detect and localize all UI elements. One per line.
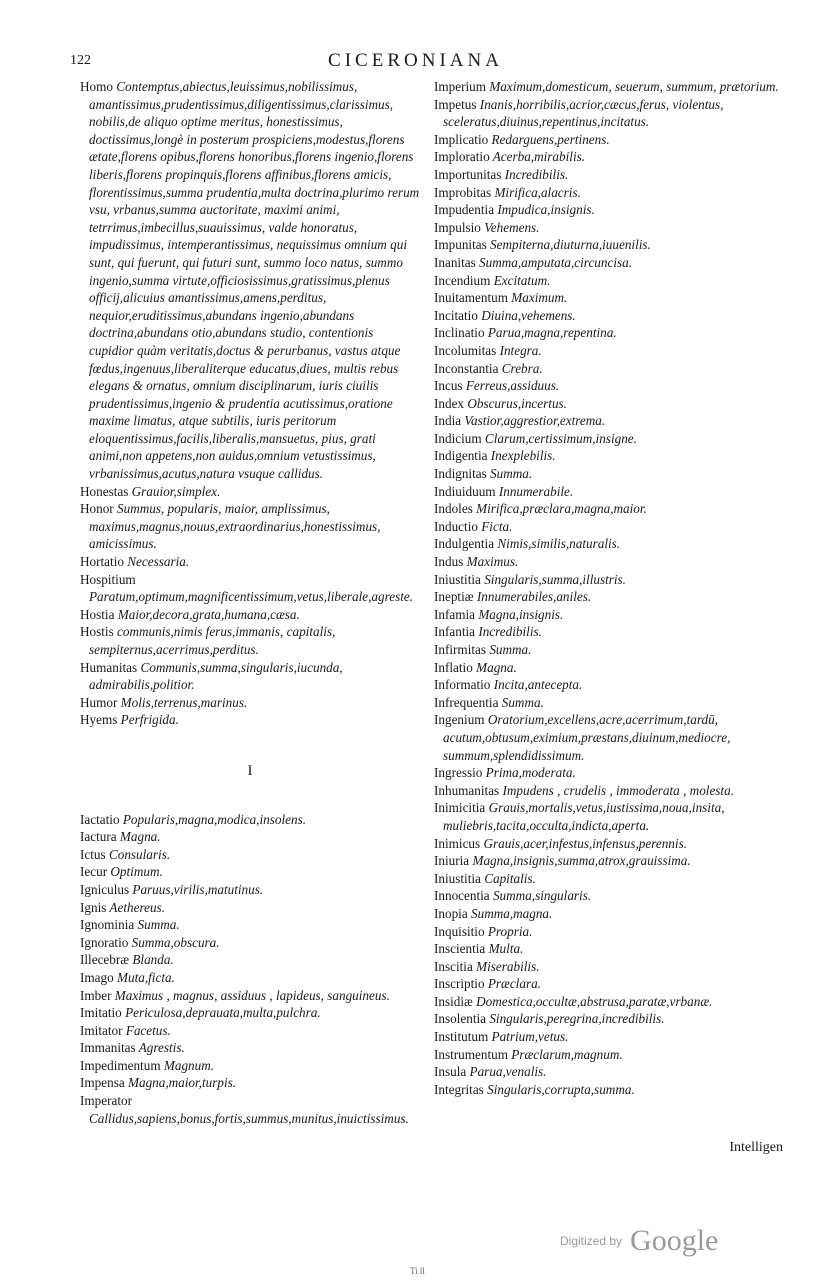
entry [434, 711, 784, 764]
epithets: Maximum. [507, 290, 568, 306]
entry [80, 1004, 420, 1022]
entry [80, 483, 420, 501]
epithets: Magna,insignis,summa,atrox,grauissima. [469, 853, 691, 869]
headword: Integritas [434, 1081, 484, 1097]
entry [434, 799, 784, 834]
epithets: Magna,maior,turpis. [124, 1075, 237, 1091]
headword: Inscitia [434, 958, 473, 974]
headword: Immanitas [80, 1040, 136, 1056]
headword: Inflatio [434, 659, 473, 675]
epithets: Optimum. [107, 864, 163, 880]
headword: Incendium [434, 272, 491, 288]
epithets: Nimis,similis,naturalis. [494, 536, 621, 552]
epithets: Perfrigida. [117, 712, 179, 728]
headword: Index [434, 395, 465, 411]
headword: Inuitamentum [434, 290, 508, 306]
headword: Imploratio [434, 149, 490, 165]
epithets: Blanda. [129, 952, 174, 968]
headword: Imitatio [80, 1005, 122, 1021]
section-letter: I [247, 762, 253, 779]
epithets: Ferreus,assiduus. [462, 378, 560, 394]
epithets: Domestica,occultæ,abstrusa,paratæ,vrbanæ. [472, 993, 713, 1009]
headword: Insolentia [434, 1011, 487, 1027]
epithets: Muta,ficta. [113, 969, 175, 985]
headword: Hostia [80, 606, 115, 622]
entry [434, 518, 784, 536]
headword: Impetus [434, 96, 477, 112]
entry [434, 500, 784, 518]
entry [80, 951, 420, 969]
entry [80, 987, 420, 1005]
epithets: Prima,moderata. [482, 765, 576, 781]
epithets: Popularis,magna,modica,insolens. [119, 811, 307, 827]
entry [80, 916, 420, 934]
entry [434, 1028, 784, 1046]
epithets: Integra. [496, 342, 542, 358]
entry [434, 905, 784, 923]
epithets: Præclara. [484, 976, 541, 992]
epithets: Capitalis. [480, 870, 536, 886]
entry [434, 588, 784, 606]
entry [434, 993, 784, 1011]
headword: Igniculus [80, 881, 130, 897]
headword: Humanitas [80, 659, 138, 675]
entry [434, 254, 784, 272]
epithets: Propria. [484, 923, 533, 939]
epithets: Grauis,acer,infestus,infensus,perennis. [480, 835, 687, 851]
entry [80, 606, 420, 624]
epithets: Vehemens. [480, 219, 540, 235]
epithets: Magna,insignis. [475, 606, 564, 622]
entry [434, 1046, 784, 1064]
headword: Hospitium [80, 571, 136, 587]
headword: Honor [80, 501, 114, 517]
entry [80, 78, 420, 483]
headword: Impedimentum [80, 1057, 161, 1073]
epithets: Clarum,certissimum,insigne. [481, 430, 637, 446]
epithets: Inexplebilis. [487, 448, 556, 464]
entry [434, 360, 784, 378]
epithets: Incredibilis. [501, 166, 569, 182]
epithets: Incita,antecepta. [490, 677, 583, 693]
entry [434, 553, 784, 571]
entry [434, 852, 784, 870]
entry [434, 623, 784, 641]
right-column [434, 78, 784, 1098]
headword: Iactura [80, 829, 117, 845]
headword: Ineptiæ [434, 589, 474, 605]
headword: Ignoratio [80, 934, 129, 950]
entry [434, 412, 784, 430]
signature-mark: Ti ll [410, 1266, 425, 1276]
epithets: Diuina,vehemens. [477, 307, 576, 323]
epithets: Summa,singularis. [489, 888, 592, 904]
epithets: Oratorium,excellens,acre,acerrimum,tardū, acutum,obtusum,eximium,præstans,diuinum,mediocre, summum,splendidissimum. [443, 712, 731, 763]
headword: Iecur [80, 864, 108, 880]
headword: Indigentia [434, 448, 488, 464]
entry [80, 828, 420, 846]
entry [434, 483, 784, 501]
epithets: Maior,decora,grata,humana,cæsa. [114, 606, 300, 622]
headword: Humor [80, 694, 118, 710]
epithets: Summa,amputata,circuncisa. [475, 254, 633, 270]
watermark-brand: Google [630, 1224, 719, 1257]
epithets: Incredibilis. [475, 624, 542, 640]
epithets: Summa. [486, 466, 533, 482]
entry [80, 811, 420, 829]
headword: Incus [434, 378, 463, 394]
entry [434, 606, 784, 624]
headword: Imperator [80, 1093, 132, 1109]
headword: Homo [80, 79, 113, 94]
epithets: Excitatum. [490, 272, 551, 288]
entry [80, 881, 420, 899]
headword: Iniuria [434, 853, 470, 869]
headword: Impensa [80, 1075, 125, 1091]
entry [80, 659, 420, 694]
epithets: Mirifica,alacris. [491, 184, 581, 200]
headword: Inimicitia [434, 800, 486, 816]
entry [434, 430, 784, 448]
epithets: Contemptus,abiectus,leuissimus,nobilissimus, amantissimus,prudentissimus,diligentissimus,clarissimus, nobilis,de aliquo optime meritus, honestissimus, doctissimus,longè in posterum prospiciens,modestus,florens ætate,florens opibus,florens honoribus,florens ingenio,florens liberis,florens propinquis,florens affinibus,florens amicis, florentissimus,summa prudentia,multa doctrina,plurimo rerum vsu, vrbanus,summa auctoritate, maximi animi, tetrrimus,imbecillus,suauissimus, valde honoratus, impudissimus, intemperantissimus, nequissimus omnium qui sunt, qui fuerunt, qui futuri sunt, summo loco natus, summo ingenio,summa virtute,officiosissimus,gratissimus,plenus officij,alicuius amantissimus,amens,perditus, nequior,eruditissimus,abundans ingenio,abundans doctrina,abundans otio,abundans studio, contentionis cupidior quàm veritatis,doctus & perurbanus, vastus atque fœdus,ingenuus,liberaliterque educatus,diues, multis rebus elegans & ornatus, omnium disciplinarum, iuris ciuilis prudentissimus,ingenio & prudentia acutissimus,oratione maxime limatus, atque subtilis, iuris peritorum eloquentissimus,facilis,liberalis,mansuetus, pius, grati animi,non appetens,non auidus,omnium vetustissimus, vrbanissimus,acutus,natura vsuque callidus. [89, 79, 420, 482]
headword: Ingressio [434, 765, 483, 781]
headword: Infamia [434, 606, 476, 622]
epithets: Facetus. [122, 1022, 171, 1038]
epithets: Singularis,peregrina,incredibilis. [486, 1011, 665, 1027]
headword: Imber [80, 987, 112, 1003]
entry [434, 324, 784, 342]
epithets: Maximum,domesticum, seuerum, summum, prætorium. [486, 79, 779, 94]
headword: Hyems [80, 712, 118, 728]
entry [434, 1081, 784, 1099]
headword: Instrumentum [434, 1046, 508, 1062]
entry [80, 1057, 420, 1075]
epithets: Grauis,mortalis,vetus,iustissima,noua,insita, muliebris,tacita,occulta,indicta,aperta. [443, 800, 725, 833]
entry [434, 395, 784, 413]
epithets: Patrium,vetus. [488, 1029, 569, 1045]
headword: Incitatio [434, 307, 478, 323]
entry [434, 782, 784, 800]
epithets: Grauior,simplex. [128, 483, 221, 499]
headword: Hostis [80, 624, 114, 640]
epithets: Summus, popularis, maior, amplissimus, maximus,magnus,nouus,extraordinarius,honestissimus, amicissimus. [89, 501, 381, 552]
entry [434, 1010, 784, 1028]
headword: Impulsio [434, 219, 481, 235]
headword: Iniustitia [434, 571, 481, 587]
entry [434, 764, 784, 782]
headword: Institutum [434, 1029, 489, 1045]
headword: Inconstantia [434, 360, 499, 376]
epithets: Ficta. [477, 518, 513, 534]
entry [434, 975, 784, 993]
epithets: Redarguens,pertinens. [488, 131, 610, 147]
epithets: Obscurus,incertus. [464, 395, 567, 411]
headword: Impunitas [434, 237, 487, 253]
headword: Improbitas [434, 184, 492, 200]
headword: Imago [80, 969, 114, 985]
epithets: Callidus,sapiens,bonus,fortis,summus,munitus,inuictissimus. [89, 1110, 409, 1126]
left-column [80, 78, 420, 1127]
headword: Iactatio [80, 811, 120, 827]
headword: Infrequentia [434, 694, 499, 710]
entry [434, 219, 784, 237]
running-title: CICERONIANA [328, 50, 503, 71]
epithets: Periculosa,deprauata,multa,pulchra. [121, 1005, 321, 1021]
epithets: Vastior,aggrestior,extrema. [461, 413, 606, 429]
headword: Indicium [434, 430, 482, 446]
entries-right [434, 78, 784, 1098]
epithets: Innumerabiles,aniles. [473, 589, 592, 605]
epithets: Magna. [116, 829, 161, 845]
entry [434, 447, 784, 465]
headword: Innocentia [434, 888, 490, 904]
headword: Indoles [434, 501, 473, 517]
epithets: Magna. [472, 659, 517, 675]
headword: Infantia [434, 624, 476, 640]
page-number: 122 [70, 53, 91, 68]
headword: Informatio [434, 677, 491, 693]
entries-h [80, 78, 420, 729]
headword: Inhumanitas [434, 782, 500, 798]
entry [434, 148, 784, 166]
entry [434, 940, 784, 958]
entry [434, 184, 784, 202]
epithets: Aethereus. [106, 899, 165, 915]
entry [434, 236, 784, 254]
watermark [560, 1224, 718, 1258]
epithets: Summa. [498, 694, 544, 710]
entry [434, 835, 784, 853]
headword: Ingenium [434, 712, 485, 728]
epithets: Inanis,horribilis,acrior,cæcus,ferus, violentus, sceleratus,diuinus,repentinus,incitatus. [443, 96, 724, 130]
headword: India [434, 413, 462, 429]
epithets: Maximus. [463, 554, 519, 570]
epithets: Multa. [485, 941, 524, 957]
headword: Implicatio [434, 131, 489, 147]
epithets: Summa,obscura. [128, 934, 220, 950]
headword: Inanitas [434, 254, 476, 270]
epithets: Magnum. [160, 1057, 215, 1073]
headword: Insidiæ [434, 993, 473, 1009]
headword: Importunitas [434, 166, 502, 182]
entry [434, 958, 784, 976]
epithets: Paruus,virilis,matutinus. [129, 881, 264, 897]
entry [434, 465, 784, 483]
entry [434, 571, 784, 589]
headword: Imitator [80, 1022, 123, 1038]
headword: Inscientia [434, 941, 486, 957]
catchword: Intelligen [729, 1140, 783, 1155]
entry [434, 377, 784, 395]
headword: Insula [434, 1064, 467, 1080]
epithets: Consularis. [105, 846, 171, 862]
headword: Indus [434, 554, 464, 570]
headword: Indignitas [434, 466, 487, 482]
epithets: Molis,terrenus,marinus. [117, 694, 248, 710]
entry [434, 342, 784, 360]
entry [434, 166, 784, 184]
entry [434, 1063, 784, 1081]
epithets: Paratum,optimum,magnificentissimum,vetus,liberale,agreste. [89, 589, 414, 605]
epithets: communis,nimis ferus,immanis, capitalis, sempiternus,acerrimus,perditus. [89, 624, 336, 657]
entry [434, 131, 784, 149]
epithets: Mirifica,præclara,magna,maior. [472, 501, 647, 517]
entry [80, 899, 420, 917]
entry [80, 934, 420, 952]
entry [80, 1092, 420, 1127]
headword: Indiuiduum [434, 483, 496, 499]
headword: Honestas [80, 483, 129, 499]
headword: Inscriptio [434, 976, 485, 992]
headword: Inimicus [434, 835, 481, 851]
epithets: Crebra. [498, 360, 543, 376]
entry [434, 289, 784, 307]
headword: Incolumitas [434, 342, 497, 358]
epithets: Maximus , magnus, assiduus , lapideus, sanguineus. [111, 987, 390, 1003]
entry [434, 694, 784, 712]
entry [434, 870, 784, 888]
entries-i [80, 811, 420, 1128]
headword: Ignominia [80, 917, 135, 933]
epithets: Agrestis. [135, 1040, 185, 1056]
entry [80, 1022, 420, 1040]
epithets: Innumerabile. [495, 483, 574, 499]
entry [80, 969, 420, 987]
entry [80, 571, 420, 606]
entry [434, 96, 784, 131]
headword: Iniustitia [434, 870, 481, 886]
entry [434, 659, 784, 677]
entry [80, 500, 420, 553]
epithets: Præclarum,magnum. [508, 1046, 623, 1062]
epithets: Singularis,corrupta,summa. [483, 1081, 635, 1097]
headword: Impudentia [434, 202, 495, 218]
entry [434, 78, 784, 96]
epithets: Acerba,mirabilis. [489, 149, 586, 165]
entry [434, 887, 784, 905]
epithets: Parua,magna,repentina. [484, 325, 617, 341]
headword: Inclinatio [434, 325, 485, 341]
entry [434, 201, 784, 219]
headword: Infirmitas [434, 642, 487, 657]
entry [80, 1039, 420, 1057]
entry [434, 923, 784, 941]
entry [434, 535, 784, 553]
headword: Ictus [80, 846, 106, 862]
epithets: Communis,summa,singularis,iucunda, admirabilis,politior. [89, 659, 343, 693]
entry [434, 272, 784, 290]
epithets: Miserabilis. [472, 958, 540, 974]
epithets: Summa,magna. [467, 905, 553, 921]
entry [80, 846, 420, 864]
headword: Inductio [434, 518, 478, 534]
entry [80, 623, 420, 658]
headword: Indulgentia [434, 536, 495, 552]
entry [80, 1074, 420, 1092]
entry [80, 553, 420, 571]
headword: Imperium [434, 79, 487, 94]
headword: Hortatio [80, 554, 124, 570]
entry [80, 711, 420, 729]
epithets: Sempiterna,diuturna,iuuenilis. [486, 237, 651, 253]
entry [80, 694, 420, 712]
headword: Inquisitio [434, 923, 485, 939]
epithets: Summa. [486, 642, 532, 657]
epithets: Singularis,summa,illustris. [480, 571, 626, 587]
epithets: Necessaria. [123, 554, 190, 570]
entry [80, 863, 420, 881]
headword: Inopia [434, 905, 468, 921]
entry [434, 676, 784, 694]
epithets: Impudica,insignis. [494, 202, 595, 218]
epithets: Parua,venalis. [466, 1064, 547, 1080]
entry [434, 641, 784, 659]
epithets: Impudens , crudelis , immoderata , molesta. [499, 782, 734, 798]
headword: Illecebræ [80, 952, 130, 968]
headword: Ignis [80, 899, 107, 915]
watermark-prefix: Digitized by [560, 1234, 623, 1248]
epithets: Summa. [134, 917, 180, 933]
entry [434, 307, 784, 325]
